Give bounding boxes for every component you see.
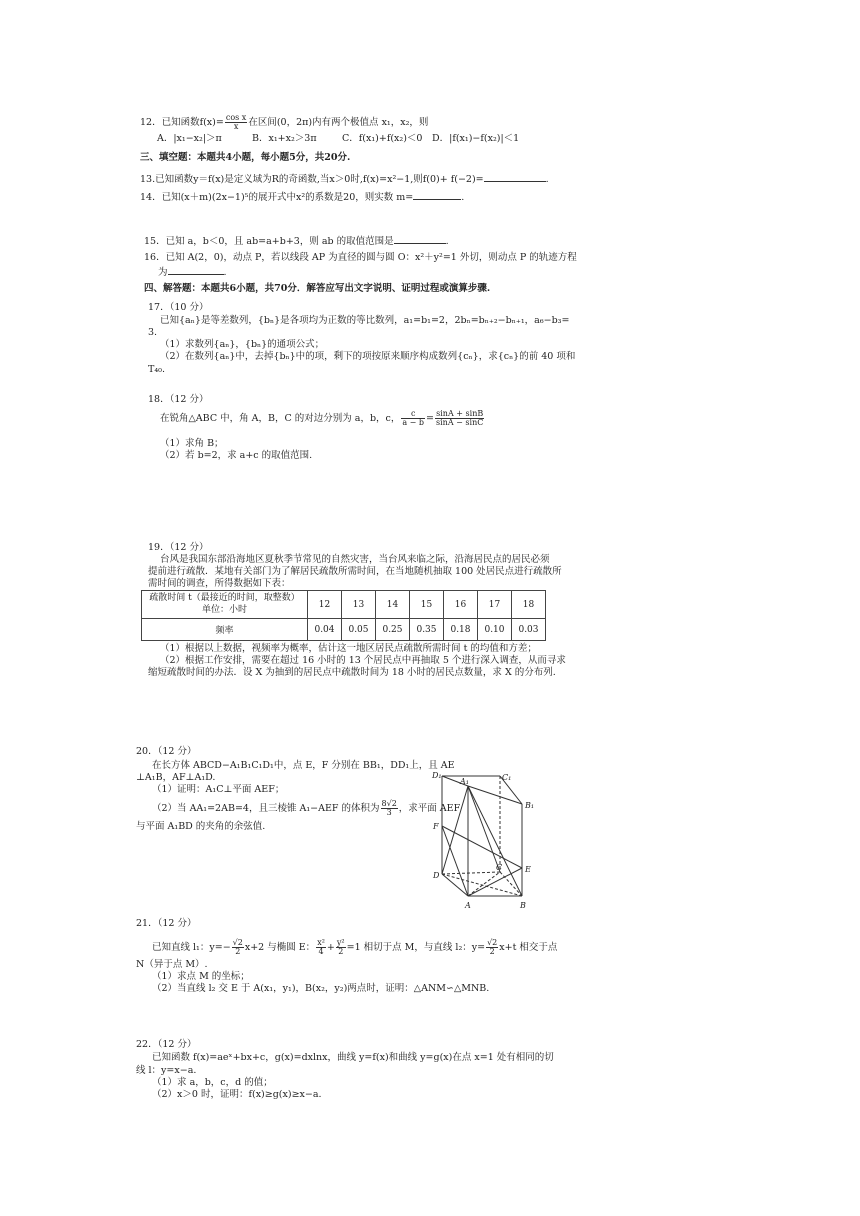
q20-part2-post: ，求平面 AEF [398,803,461,814]
q12-option-b: B．x₁+x₂＞3π [252,133,317,144]
q20-vol-den: 3 [386,808,392,817]
q19-frequency-table [141,590,546,641]
q12-frac-num: cos x [225,113,247,122]
q22-part1: （1）求 a，b，c，d 的值； [152,1077,273,1088]
edge-a1-b1 [468,786,522,804]
q21-part2: （2）当直线 l₂ 交 E 于 A(x₁，y₁)，B(x₂，y₂)两点时，证明：△ANM∽△MNB. [152,983,490,994]
section3-heading: 三、填空题：本题共4小题，每小题5分，共20分. [140,152,351,163]
q16-answer-blank [168,265,224,275]
q12-option-c: C．f(x₁)+f(x₂)＜0 [342,133,423,144]
q21-s2b-den: 2 [489,947,495,956]
q18-head: 18．（12 分） [148,394,209,405]
table-row [142,619,546,641]
q21-s2-den: 2 [235,947,241,956]
q13-answer-blank [484,172,546,182]
q21-sqrt2-over-2-a [232,939,244,956]
q12-stem-text: 12．已知函数f(x)= [140,117,224,128]
table-cell: 0.05 [342,619,376,641]
q19-head: 19．（12 分） [148,542,209,553]
label-b1: B₁ [525,801,535,810]
q15-text: 15．已知 a，b＜0，且 ab=a+b+3，则 ab 的取值范围是 [144,236,394,247]
q20-part2b: 与平面 A₁BD 的夹角的余弦值. [136,821,266,832]
q22-line2: 线 l：y=x−a. [136,1065,197,1076]
q20-part1: （1）证明：A₁C⊥平面 AEF； [152,784,285,795]
q15 [144,234,449,248]
q19-part2b: 缩短疏散时间的办法．设 X 为抽到的居民点中疏散时间为 18 小时的居民点数量，求 X 的分布列. [148,667,556,678]
table-row-label: 频率 [142,619,308,641]
hidden-segment-a-c [468,872,500,896]
q19-line3: 需时间的调查，所得数据如下表： [148,578,291,589]
q21-line2: N（异于点 M）. [136,959,208,970]
table-cell: 13 [342,591,376,619]
hidden-edge-d-c [442,872,500,874]
q18-line1-text: 在锐角△ABC 中，角 A，B，C 的对边分别为 a，b，c， [160,413,401,424]
table-row [142,591,546,619]
label-e: E [525,865,531,874]
label-c1: C₁ [502,773,512,782]
q16-line1: 16．已知 A(2，0)，动点 P，若以线段 AP 为直径的圆与圆 O：x²＋y²=1 外切，则动点 P 的轨迹方程 [144,252,577,263]
q20-line2: ⊥A₁B，AF⊥A₁D. [136,772,216,783]
q20-cuboid-figure [428,768,568,918]
table-cell: 18 [512,591,546,619]
table-cell: 0.35 [410,619,444,641]
q21-plus: + [326,942,335,953]
q21-mid2: =1 相切于点 M，与直线 l₂：y= [346,942,486,953]
q20-volume-fraction [381,800,398,817]
hidden-edge-c-b [500,872,522,896]
label-a1: A₁ [460,777,469,786]
q12-option-d: D．|f(x₁)−f(x₂)|＜1 [432,133,520,144]
table-header-line1: 疏散时间 t（最接近的时间，取整数） [149,592,300,603]
q12-frac-den: x [233,122,239,131]
label-d: D [433,871,440,880]
q18-fraction-right [435,410,484,427]
q15-end: . [445,236,449,247]
q21-post: x+t 相交于点 [499,942,558,953]
q21-s2b-num: √2 [487,938,498,947]
q18-part2: （2）若 b=2，求 a+c 的取值范围. [160,450,313,461]
label-b: B [520,901,526,910]
table-cell: 16 [444,591,478,619]
label-f: F [433,822,439,831]
q19-line2: 提前进行疏散．某地有关部门为了解居民疏散所需时间，在当地随机抽取 100 处居民点进行疏散所 [148,566,562,577]
q17-line-end: T₄₀. [148,364,165,375]
q16-line2 [158,265,227,279]
q18-f1-num: c [401,410,425,419]
q21-x2-num: x² [317,938,325,947]
q18-part1: （1）求角 B； [160,438,224,449]
segment-a1-b [468,786,522,896]
q16-line2-pre: 为 [158,267,168,278]
q21-s2-num: √2 [232,938,243,947]
q18-f2-den: sinA − sinC [436,418,484,427]
q21-mid1: x+2 与椭圆 E： [244,942,316,953]
q18-fraction-left [401,410,425,427]
table-header-cell [142,591,308,619]
q22-part2: （2）x＞0 时，证明：f(x)≥g(x)≥x−a. [152,1089,322,1100]
label-a: A [465,901,471,910]
segment-a-e [468,868,522,896]
segment-a1-c [468,786,503,872]
q12-fraction [225,114,247,131]
q22-line1: 已知函数 f(x)=aeˣ+bx+c，g(x)=dxlnx，曲线 y=f(x)和曲线 y=g(x)在点 x=1 处有相同的切 [152,1052,554,1063]
q20-part2 [152,800,460,817]
q21-y2-den: 2 [338,947,344,956]
table-cell: 14 [376,591,410,619]
q21-y2-num: y² [336,938,345,947]
table-cell: 0.04 [308,619,342,641]
q21-x2-den: 4 [318,947,324,956]
q21-sqrt2-over-2-b [486,939,498,956]
q14-answer-blank [413,190,461,200]
q17-line1: 已知{aₙ}是等差数列，{bₙ}是各项均为正数的等比数列，a₁=b₁=2，2bₙ=bₙ₊₂−bₙ₊₁，a₆−b₃= [160,315,570,326]
q20-part2-pre: （2）当 AA₁=2AB=4，且三棱锥 A₁−AEF 的体积为 [152,803,380,814]
q18-f2-num: sinA + sinB [436,409,484,418]
table-cell: 0.03 [512,619,546,641]
q19-part1: （1）根据以上数据，视频率为概率，估计这一地区居民点疏散所需时间 t 的均值和方差； [160,643,537,654]
segment-f-e [442,826,522,868]
q13-text: 13.已知函数y＝f(x)是定义域为R的奇函数,当x＞0时,f(x)=x²−1,则f(0)+ f(−2)= [140,174,484,185]
q12-stem [140,114,428,131]
table-cell: 12 [308,591,342,619]
q12-stem-rest: 在区间(0，2π)内有两个极值点 x₁，x₂，则 [248,117,429,128]
q12-option-a: A．|x₁−x₂|＞π [157,133,222,144]
label-c: C [496,863,503,872]
q14 [140,190,464,204]
q13 [140,172,549,186]
label-d1: D₁ [432,771,442,780]
q15-answer-blank [394,234,446,244]
q20-vol-num: 8√2 [381,799,397,808]
q21-part1: （1）求点 M 的坐标； [152,971,250,982]
q20-line1: 在长方体 ABCD−A₁B₁C₁D₁中，点 E，F 分别在 BB₁，DD₁上，且 AE [152,760,455,771]
q19-line1: 台风是我国东部沿海地区夏秋季节常见的自然灾害，当台风来临之际，沿海居民点的居民必须 [160,554,550,565]
q17-line2: 3. [148,327,158,338]
q21-head: 21．（12 分） [136,918,197,929]
table-cell: 0.18 [444,619,478,641]
q17-head: 17．（10 分） [148,302,209,313]
q17-part2: （2）在数列{aₙ}中，去掉{bₙ}中的项，剩下的项按原来顺序构成数列{cₙ}，求{cₙ}的前 40 项和 [160,351,576,362]
q18-f1-den: a − b [402,418,425,427]
q19-part2: （2）根据工作安排，需要在超过 16 小时的 13 个居民点中再抽取 5 个进行深入调查，从而寻求 [160,655,566,666]
q16-end: . [223,267,227,278]
q20-head: 20．（12 分） [136,746,197,757]
q22-head: 22．（12 分） [136,1039,197,1050]
q21-line1 [152,939,557,956]
section4-heading: 四、解答题：本题共6小题，共70分．解答应写出文字说明、证明过程或演算步骤. [144,283,491,294]
q14-end: . [461,192,465,203]
q18-equals: = [426,413,435,424]
table-cell: 17 [478,591,512,619]
q14-text: 14．已知(x＋m)(2x−1)⁵的展开式中x²的系数是20，则实数 m= [140,192,414,203]
table-cell: 0.10 [478,619,512,641]
q17-part1: （1）求数列{aₙ}，{bₙ}的通项公式； [160,339,325,350]
table-cell: 15 [410,591,444,619]
q13-end: . [545,174,549,185]
table-cell: 0.25 [376,619,410,641]
q21-y2-over-2 [336,939,346,956]
q18-line1 [160,410,485,427]
table-header-line2: 单位：小时 [201,604,247,615]
q21-x2-over-4 [316,939,326,956]
q21-pre: 已知直线 l₁：y=− [152,942,231,953]
